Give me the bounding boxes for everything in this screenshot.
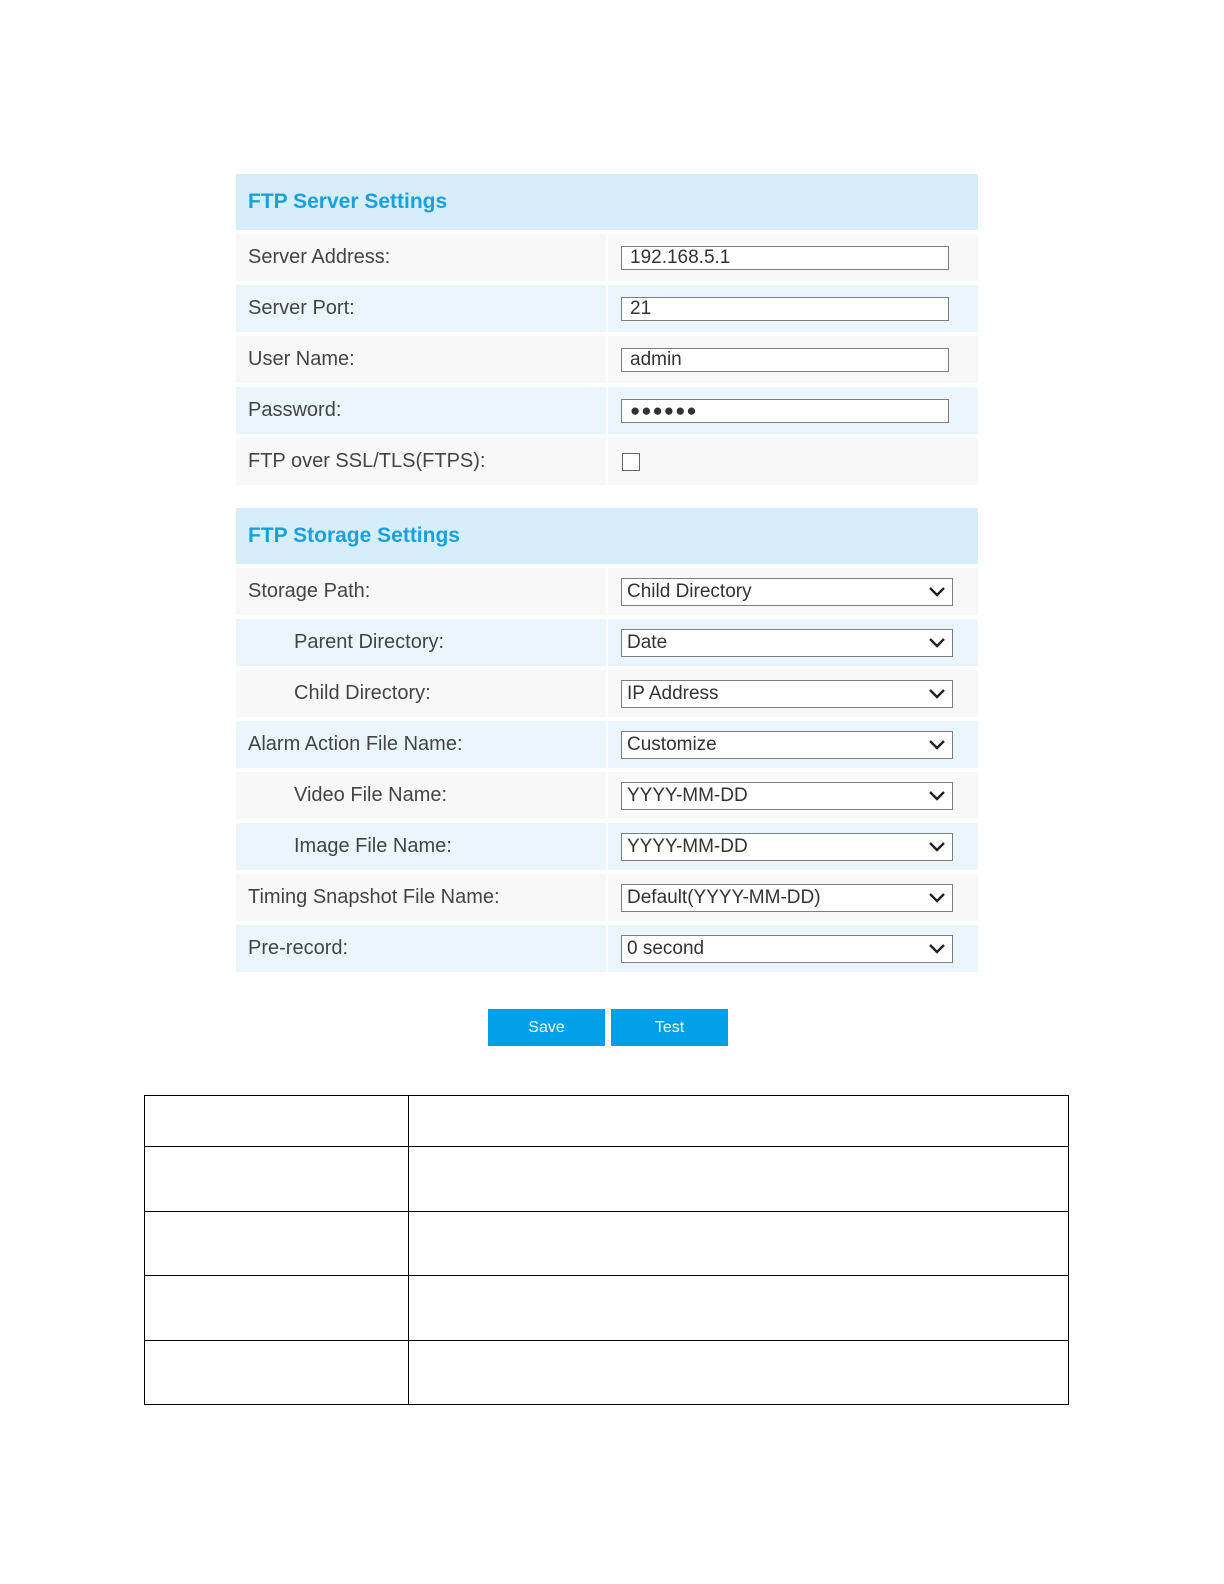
server-port-input[interactable]: 21: [621, 297, 949, 321]
server-address-label: Server Address:: [236, 234, 606, 281]
storage-path-label: Storage Path:: [236, 568, 606, 615]
parent-directory-row: [236, 619, 978, 666]
video-file-name-value: YYYY-MM-DD: [627, 784, 748, 806]
table-row: [145, 1276, 1069, 1341]
timing-snapshot-file-name-value: Default(YYYY-MM-DD): [627, 886, 821, 908]
table-cell: [409, 1096, 1069, 1147]
ftp-server-settings-panel: [236, 174, 978, 485]
image-file-name-select[interactable]: [621, 833, 953, 861]
storage-path-value: Child Directory: [627, 580, 752, 602]
chevron-down-icon: [928, 586, 946, 598]
child-directory-row: [236, 670, 978, 717]
password-input[interactable]: ●●●●●●: [621, 399, 949, 423]
chevron-down-icon: [928, 790, 946, 802]
save-button[interactable]: Save: [488, 1009, 605, 1046]
image-file-name-value: YYYY-MM-DD: [627, 835, 748, 857]
parameter-table: [144, 1095, 1069, 1405]
chevron-down-icon: [928, 688, 946, 700]
table-cell: [409, 1212, 1069, 1276]
table-cell: [409, 1276, 1069, 1341]
test-button[interactable]: Test: [611, 1009, 728, 1046]
chevron-down-icon: [928, 841, 946, 853]
table-cell: [409, 1147, 1069, 1212]
ftps-label: FTP over SSL/TLS(FTPS):: [236, 438, 606, 485]
alarm-action-file-name-row: [236, 721, 978, 768]
ftp-storage-settings-title: FTP Storage Settings: [236, 508, 978, 564]
table-cell: [145, 1212, 409, 1276]
table-cell: [145, 1147, 409, 1212]
password-row: [236, 387, 978, 434]
child-directory-value: IP Address: [627, 682, 719, 704]
table-cell: [409, 1341, 1069, 1405]
ftp-storage-settings-panel: [236, 508, 978, 972]
table-cell: [145, 1096, 409, 1147]
ftps-row: [236, 438, 978, 485]
user-name-row: [236, 336, 978, 383]
alarm-action-file-name-select[interactable]: [621, 731, 953, 759]
pre-record-value: 0 second: [627, 937, 705, 959]
child-directory-select[interactable]: [621, 680, 953, 708]
ftp-server-settings-title: FTP Server Settings: [236, 174, 978, 230]
parent-directory-select[interactable]: [621, 629, 953, 657]
chevron-down-icon: [928, 637, 946, 649]
chevron-down-icon: [928, 739, 946, 751]
timing-snapshot-file-name-row: [236, 874, 978, 921]
parent-directory-label: Parent Directory:: [236, 619, 606, 666]
storage-path-select[interactable]: [621, 578, 953, 606]
video-file-name-select[interactable]: [621, 782, 953, 810]
user-name-label: User Name:: [236, 336, 606, 383]
timing-snapshot-file-name-select[interactable]: [621, 884, 953, 912]
chevron-down-icon: [928, 892, 946, 904]
video-file-name-row: [236, 772, 978, 819]
table-cell: [145, 1341, 409, 1405]
table-row: [145, 1212, 1069, 1276]
pre-record-row: [236, 925, 978, 972]
server-port-label: Server Port:: [236, 285, 606, 332]
ftps-checkbox[interactable]: [622, 453, 640, 471]
timing-snapshot-file-name-label: Timing Snapshot File Name:: [236, 874, 606, 921]
chevron-down-icon: [928, 943, 946, 955]
table-cell: [145, 1276, 409, 1341]
table-row: [145, 1096, 1069, 1147]
video-file-name-label: Video File Name:: [236, 772, 606, 819]
table-row: [145, 1147, 1069, 1212]
alarm-action-file-name-label: Alarm Action File Name:: [236, 721, 606, 768]
pre-record-label: Pre-record:: [236, 925, 606, 972]
image-file-name-label: Image File Name:: [236, 823, 606, 870]
storage-path-row: [236, 568, 978, 615]
alarm-action-file-name-value: Customize: [627, 733, 717, 755]
table-row: [145, 1341, 1069, 1405]
parent-directory-value: Date: [627, 631, 668, 653]
image-file-name-row: [236, 823, 978, 870]
server-address-row: [236, 234, 978, 281]
child-directory-label: Child Directory:: [236, 670, 606, 717]
pre-record-select[interactable]: [621, 935, 953, 963]
user-name-input[interactable]: admin: [621, 348, 949, 372]
server-address-input[interactable]: 192.168.5.1: [621, 246, 949, 270]
password-label: Password:: [236, 387, 606, 434]
server-port-row: [236, 285, 978, 332]
